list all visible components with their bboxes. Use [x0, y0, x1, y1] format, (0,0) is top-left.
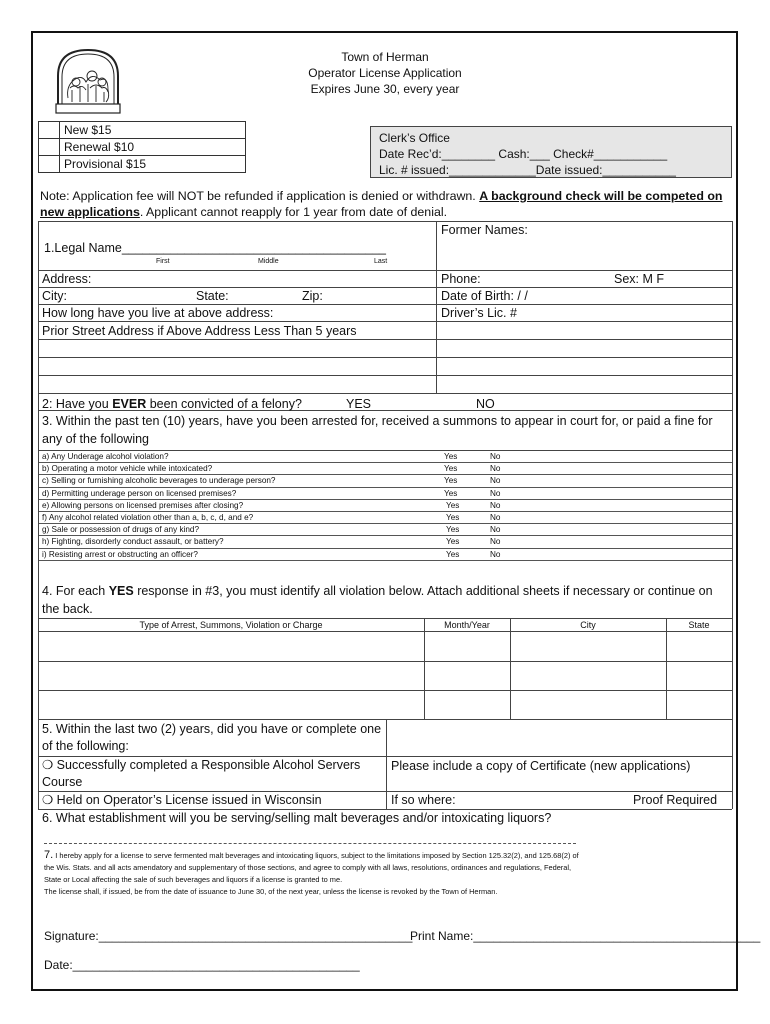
violation-label: g) Sale or possession of drugs of any kind? — [42, 525, 200, 535]
background-check-notice: A background check will be competed on new applications — [40, 189, 723, 219]
q4-text-end: response in #3, you must identify all violation below. Attach additional sheets if necessary or continue on the back. — [42, 584, 713, 616]
fee-refund-note — [40, 188, 734, 220]
violation-no-option[interactable]: No — [490, 525, 501, 535]
violation-label: a) Any Underage alcohol violation? — [42, 452, 169, 461]
violation-yes-option[interactable]: Yes — [446, 525, 460, 535]
divider — [38, 719, 39, 809]
divider — [38, 375, 732, 376]
establishment-question: 6. What establishment will you be serving/selling malt beverages and/or intoxicating liquors? — [42, 811, 552, 825]
divider — [38, 357, 732, 358]
violation-no-option[interactable]: No — [490, 500, 501, 510]
prior-address-label: Prior Street Address if Above Address Less Than 5 years — [42, 324, 357, 338]
col-header-city: City — [580, 620, 596, 630]
print-name-field[interactable]: Print Name:___________________________________________ — [410, 929, 761, 943]
declaration-line-1-text: I hereby apply for a license to serve fermented malt beverages and intoxicating liquors, subject to the limitations imposed by Section 125.32(2), and 125.68(2) of — [53, 851, 579, 860]
divider — [732, 410, 733, 450]
renewal-checkbox[interactable] — [39, 139, 60, 156]
divider — [38, 618, 732, 619]
violation-label: c) Selling or furnishing alcoholic beverages to underage person? — [42, 476, 276, 486]
new-checkbox[interactable] — [39, 122, 60, 139]
clerks-office-box — [370, 126, 732, 178]
violation-details-instruction — [42, 582, 732, 618]
former-names-field[interactable]: Former Names: — [441, 223, 528, 237]
divider — [732, 618, 733, 719]
address-field[interactable]: Address: — [42, 272, 92, 286]
violation-row — [38, 475, 732, 487]
declaration-line-1 — [44, 849, 734, 862]
drivers-license-field[interactable]: Driver’s Lic. # — [441, 306, 517, 320]
violation-label: h) Fighting, disorderly conduct assault, or battery? — [42, 537, 224, 547]
phone-field[interactable]: Phone: — [441, 272, 481, 286]
violation-yes-option[interactable]: Yes — [444, 476, 458, 486]
middle-name-caption: Middle — [258, 258, 279, 265]
violation-yes-option[interactable]: Yes — [446, 500, 460, 510]
city-field[interactable]: City: — [42, 289, 67, 303]
zip-field[interactable]: Zip: — [302, 289, 323, 303]
violation-yes-option[interactable]: Yes — [444, 452, 458, 461]
divider — [424, 618, 425, 719]
violation-label: b) Operating a motor vehicle while intoxicated? — [42, 464, 213, 474]
violation-row — [38, 451, 732, 463]
violation-label: i) Resisting arrest or obstructing an officer? — [42, 549, 198, 559]
signature-field[interactable]: Signature:_______________________________________________ — [44, 929, 413, 943]
divider — [38, 339, 732, 340]
divider — [38, 393, 732, 394]
note-text: Note: Application fee will NOT be refunded if application is denied or withdrawn. — [40, 189, 480, 203]
violation-row — [38, 524, 732, 536]
violation-entry-row[interactable] — [39, 632, 424, 660]
divider — [38, 450, 39, 580]
first-name-caption: First — [156, 258, 170, 265]
divider — [510, 618, 511, 719]
training-question: 5. Within the last two (2) years, did you have or complete one of the following: — [42, 722, 382, 753]
divider — [732, 221, 733, 410]
violation-entry-row[interactable] — [39, 662, 424, 689]
divider — [666, 618, 667, 719]
violation-label: d) Permitting underage person on licensed premises? — [42, 488, 237, 498]
col-header-type: Type of Arrest, Summons, Violation or Charge — [139, 620, 323, 630]
form-title: Operator License Application — [308, 66, 462, 80]
fee-row-provisional — [39, 156, 246, 173]
violation-label: e) Allowing persons on licensed premises after closing? — [42, 500, 244, 510]
violation-row — [38, 549, 732, 561]
divider — [38, 221, 732, 222]
violation-no-option[interactable]: No — [490, 488, 501, 498]
declaration-statement — [44, 849, 734, 898]
violation-yes-option[interactable]: Yes — [446, 537, 460, 547]
state-field[interactable]: State: — [196, 289, 229, 303]
violation-row — [38, 463, 732, 475]
felony-question-ever: EVER — [112, 397, 147, 411]
fee-provisional-label: Provisional $15 — [60, 156, 246, 173]
col-header-month-year: Month/Year — [444, 620, 490, 630]
date-of-birth-field[interactable]: Date of Birth: / / — [441, 289, 528, 303]
col-header-state: State — [688, 620, 710, 630]
legal-name-field[interactable]: 1.Legal Name______________________________________ — [44, 241, 386, 255]
wisconsin-license-option[interactable]: ❍ Held on Operator’s License issued in Wisconsin — [42, 793, 322, 807]
certificate-copy-note: Please include a copy of Certificate (new applications) — [391, 759, 691, 773]
felony-question-text: 2: Have you — [42, 397, 113, 411]
felony-question — [42, 396, 302, 412]
divider — [38, 580, 39, 618]
violation-no-option[interactable]: No — [490, 452, 501, 461]
divider — [732, 719, 733, 809]
town-seal-logo — [52, 46, 124, 116]
violation-row — [38, 536, 732, 548]
felony-no-option[interactable]: NO — [476, 397, 495, 411]
expiration-note: Expires June 30, every year — [310, 82, 460, 96]
felony-yes-option[interactable]: YES — [346, 397, 372, 411]
declaration-line-2: the Wis. Stats. and all acts amendatory and supplementary of those sections, and agree to comply with all laws, resolutions, ordinances and regulations, Federal, — [44, 863, 572, 872]
q4-text: 4. For each — [42, 584, 109, 598]
clerk-receipt-line[interactable]: Date Rec’d:________ Cash:___ Check#___________ — [379, 147, 668, 161]
violation-row — [38, 488, 732, 500]
violation-no-option[interactable]: No — [490, 549, 501, 559]
divider — [436, 221, 437, 393]
violation-entry-row[interactable] — [39, 691, 424, 718]
divider — [38, 221, 39, 410]
residence-duration-field[interactable]: How long have you live at above address: — [42, 306, 274, 320]
sex-field[interactable]: Sex: M F — [614, 272, 665, 286]
fee-row-renewal — [39, 139, 246, 156]
violation-yes-option[interactable]: Yes — [446, 549, 460, 559]
divider — [732, 580, 733, 618]
clerk-issue-line[interactable]: Lic. # issued:_____________Date issued:___________ — [379, 163, 676, 177]
violation-no-option[interactable]: No — [490, 464, 501, 474]
establishment-answer-line[interactable] — [44, 843, 576, 844]
divider — [38, 719, 732, 720]
violation-no-option[interactable]: No — [490, 476, 501, 486]
divider — [732, 450, 733, 580]
form-header — [200, 49, 570, 97]
note-text-end: . Applicant cannot reapply for 1 year from date of denial. — [139, 205, 448, 219]
rasc-course-option[interactable]: ❍ Successfully completed a Responsible Alcohol Servers Course — [42, 758, 361, 789]
date-field[interactable]: Date:___________________________________________ — [44, 958, 360, 972]
violation-yes-option[interactable]: Yes — [446, 513, 460, 522]
violation-yes-option[interactable]: Yes — [444, 464, 458, 474]
divider — [38, 287, 732, 288]
clerk-title: Clerk’s Office — [379, 131, 450, 145]
proof-required-note: Proof Required — [633, 793, 718, 807]
arrest-question: 3. Within the past ten (10) years, have you been arrested for, received a summons to appear in court for, or paid a fine for any of the following — [42, 414, 713, 446]
if-so-where-field[interactable]: If so where: — [391, 793, 456, 807]
divider — [386, 719, 387, 809]
declaration-line-4: The license shall, if issued, be from the date of issuance to June 30, of the next year, unless the license is revoked by the Town of Herman. — [44, 887, 498, 896]
fee-type-table — [38, 121, 246, 173]
q4-yes-bold: YES — [108, 584, 134, 598]
felony-question-end: been convicted of a felony? — [146, 397, 302, 411]
declaration-number: 7. — [44, 849, 54, 861]
violation-no-option[interactable]: No — [490, 513, 501, 522]
violation-no-option[interactable]: No — [490, 537, 501, 547]
town-name: Town of Herman — [341, 50, 429, 64]
violation-row — [38, 512, 732, 524]
last-name-caption: Last — [374, 258, 388, 265]
violation-row — [38, 500, 732, 512]
divider — [38, 410, 39, 450]
divider — [38, 321, 732, 322]
violation-label: f) Any alcohol related violation other than a, b, c, d, and e? — [42, 513, 254, 522]
fee-new-label: New $15 — [60, 122, 246, 139]
provisional-checkbox[interactable] — [39, 156, 60, 173]
fee-renewal-label: Renewal $10 — [60, 139, 246, 156]
declaration-line-3: State or Local affecting the sale of such beverages and liquors if a license is granted to me. — [44, 875, 343, 884]
fee-row-new — [39, 122, 246, 139]
violation-yes-option[interactable]: Yes — [444, 488, 458, 498]
